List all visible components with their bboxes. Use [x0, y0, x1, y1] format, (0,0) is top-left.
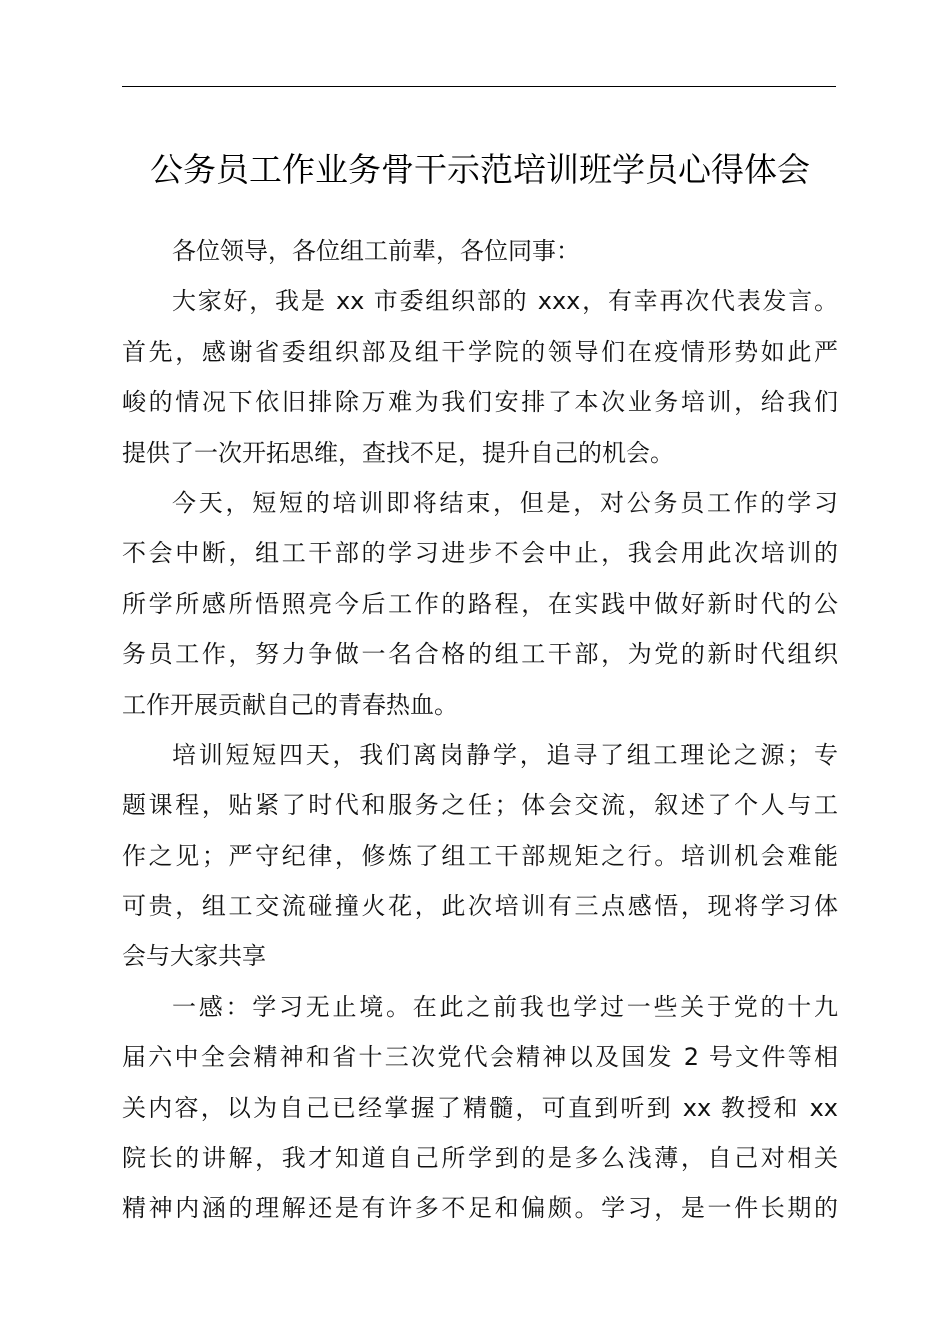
paragraph-line: 题课程，贴紧了时代和服务之任；体会交流，叙述了个人与工 — [122, 791, 838, 820]
paragraph-line: 提供了一次开拓思维，查找不足，提升自己的机会。 — [122, 438, 674, 467]
paragraph-line: 院长的讲解，我才知道自己所学到的是多么浅薄，自己对相关 — [122, 1144, 838, 1173]
paragraph-line: 一感：学习无止境。在此之前我也学过一些关于党的十九 — [172, 992, 838, 1021]
document-title: 公务员工作业务骨干示范培训班学员心得体会 — [150, 150, 810, 189]
document-body — [122, 226, 838, 1234]
paragraph-line: 峻的情况下依旧排除万难为我们安排了本次业务培训，给我们 — [122, 388, 838, 417]
paragraph-line: 关内容，以为自己已经掌握了精髓，可直到听到 xx 教授和 xx — [122, 1093, 838, 1122]
paragraph-line: 所学所感所悟照亮今后工作的路程，在实践中做好新时代的公 — [122, 589, 838, 618]
paragraph-line: 首先，感谢省委组织部及组干学院的领导们在疫情形势如此严 — [122, 337, 838, 366]
paragraph-line: 精神内涵的理解还是有许多不足和偏颇。学习，是一件长期的 — [122, 1194, 838, 1223]
paragraph-line: 今天，短短的培训即将结束，但是，对公务员工作的学习 — [172, 488, 838, 517]
paragraph-line: 工作开展贡献自己的青春热血。 — [122, 690, 458, 719]
paragraph-line: 作之见；严守纪律，修炼了组工干部规矩之行。培训机会难能 — [122, 841, 838, 870]
paragraph-line: 大家好，我是 xx 市委组织部的 xxx，有幸再次代表发言。 — [172, 287, 838, 316]
paragraph-line: 会与大家共享 — [122, 942, 266, 971]
paragraph-line: 培训短短四天，我们离岗静学，追寻了组工理论之源；专 — [172, 740, 838, 769]
header-rule — [122, 86, 836, 87]
salutation-line: 各位领导，各位组工前辈，各位同事： — [172, 237, 580, 265]
paragraph-line: 不会中断，组工干部的学习进步不会中止，我会用此次培训的 — [122, 539, 838, 568]
paragraph-line: 可贵，组工交流碰撞火花，此次培训有三点感悟，现将学习体 — [122, 892, 838, 921]
paragraph-line: 务员工作，努力争做一名合格的组工干部，为党的新时代组织 — [122, 640, 838, 669]
paragraph-line: 届六中全会精神和省十三次党代会精神以及国发 2 号文件等相 — [122, 1043, 838, 1072]
